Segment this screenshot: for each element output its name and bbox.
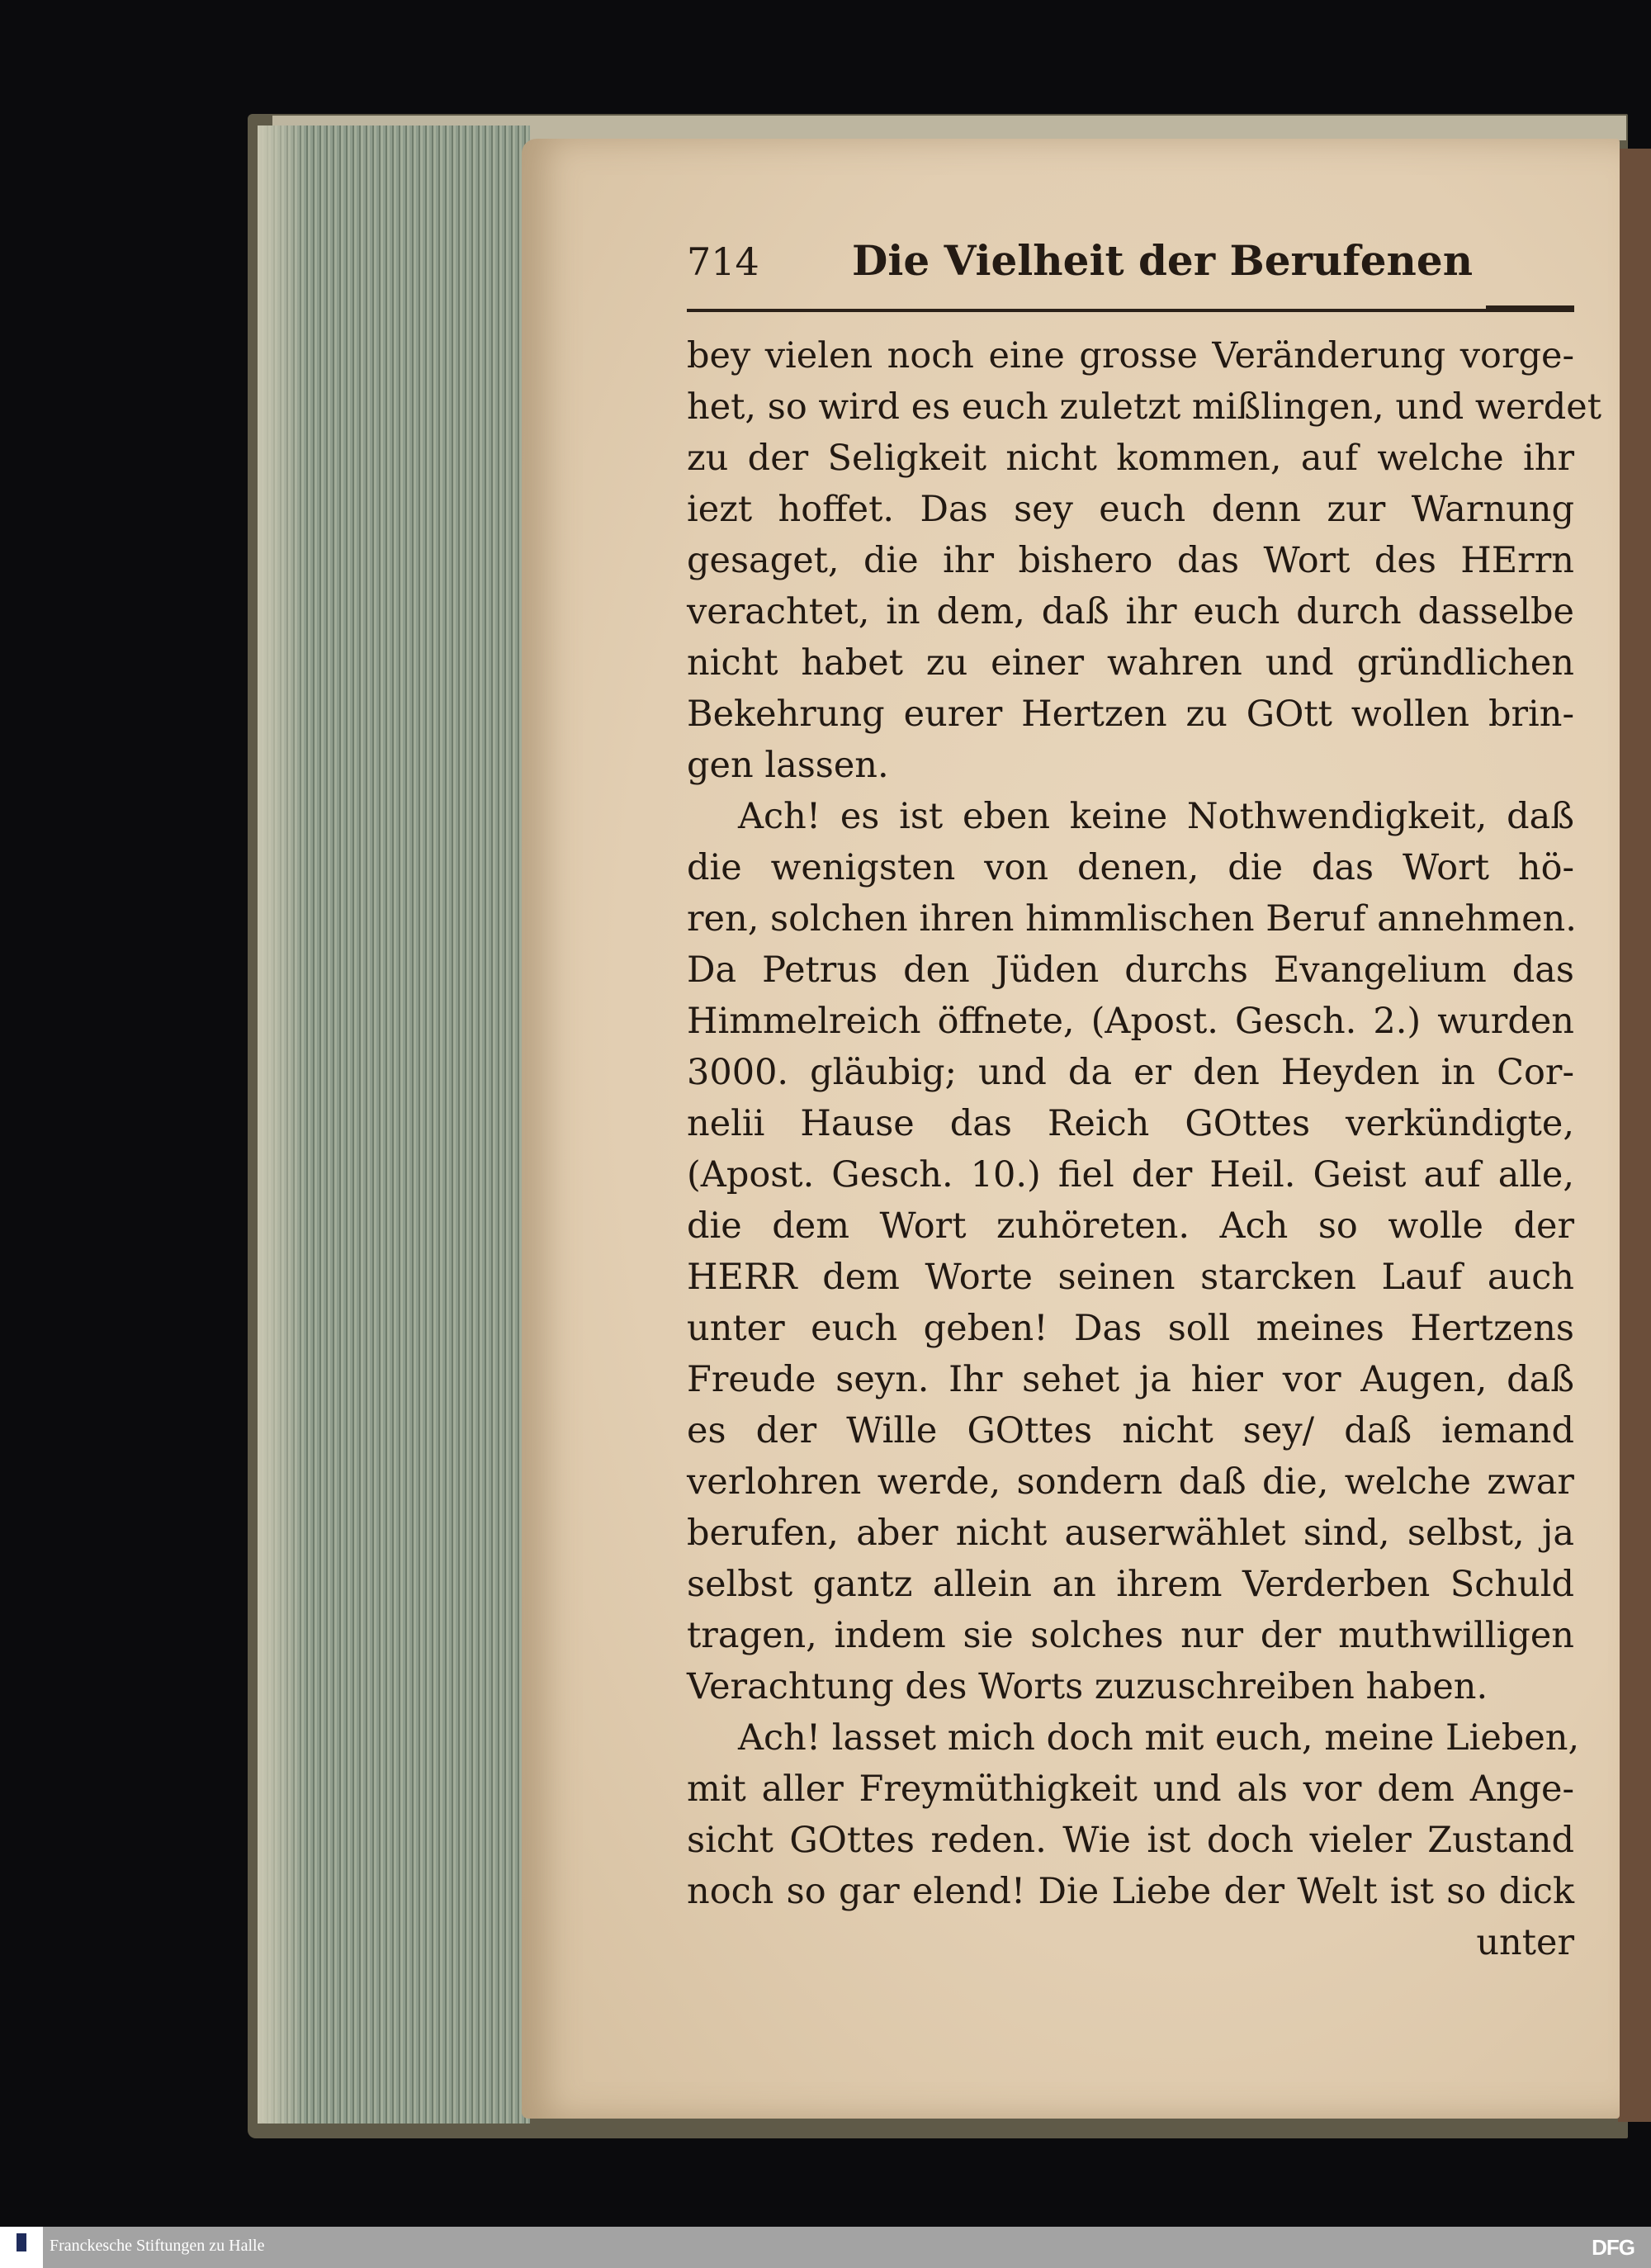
text-line: Bekehrung eurer Hertzen zu GOtt wollen brin- [687, 694, 1574, 735]
page-header [687, 236, 1574, 289]
text-line: Freude seyn. Ihr sehet ja hier vor Augen, daß [687, 1359, 1574, 1400]
text-line: het, so wird es euch zuletzt mißlingen, und werdet [687, 386, 1601, 428]
page-number: 714 [687, 239, 759, 284]
text-line: gen lassen. [687, 745, 889, 786]
text-line: iezt hoffet. Das sey euch denn zur Warnung [687, 489, 1574, 530]
text-line: nicht habet zu einer wahren und gründlichen [687, 642, 1574, 684]
dfg-logo[interactable]: DFG [1592, 2235, 1634, 2260]
institution-logo[interactable] [0, 2227, 43, 2268]
text-line: verachtet, in dem, daß ihr euch durch dasselbe [687, 591, 1574, 632]
text-line: HERR dem Worte seinen starcken Lauf auch [687, 1257, 1574, 1298]
text-line: mit aller Freymüthigkeit und als vor dem Ange- [687, 1768, 1574, 1810]
text-line: Himmelreich öffnete, (Apost. Gesch. 2.) wurden [687, 1001, 1574, 1042]
text-line: tragen, indem sie solches nur der muthwilligen [687, 1615, 1574, 1656]
running-head: Die Vielheit der Berufenen [852, 236, 1474, 285]
catchword: unter [1476, 1922, 1574, 1963]
institution-name: Franckesche Stiftungen zu Halle [50, 2237, 265, 2255]
text-line: noch so gar elend! Die Liebe der Welt ist so dick [687, 1871, 1574, 1912]
text-line: sicht GOttes reden. Wie ist doch vieler Zustand [687, 1820, 1574, 1861]
text-line: die wenigsten von denen, die das Wort hö- [687, 847, 1574, 888]
text-line: selbst gantz allein an ihrem Verderben Schuld [687, 1564, 1574, 1605]
binding-highlight [258, 125, 307, 2124]
cover-rim [1618, 149, 1651, 2122]
text-line: die dem Wort zuhöreten. Ach so wolle der [687, 1205, 1574, 1247]
text-line: nelii Hause das Reich GOttes verkündigte, [687, 1103, 1574, 1144]
text-line: bey vielen noch eine grosse Veränderung vorge- [687, 335, 1574, 376]
text-line: es der Wille GOttes nicht sey/ daß iemand [687, 1410, 1574, 1451]
text-line: Verachtung des Worts zuzuschreiben haben. [687, 1666, 1488, 1707]
text-line: (Apost. Gesch. 10.) fiel der Heil. Geist auf alle, [687, 1154, 1574, 1196]
viewer-footer [0, 2227, 1651, 2268]
text-line: ren, solchen ihren himmlischen Beruf annehmen. [687, 898, 1577, 940]
text-line: gesaget, die ihr bishero das Wort des HErrn [687, 540, 1574, 581]
text-line: Ach! es ist eben keine Nothwendigkeit, daß [738, 796, 1574, 837]
logo-figure-icon [17, 2233, 26, 2251]
text-line: unter euch geben! Das soll meines Hertzens [687, 1308, 1574, 1349]
text-line: verlohren werde, sondern daß die, welche zwar [687, 1461, 1574, 1503]
text-line: 3000. gläubig; und da er den Heyden in Cor- [687, 1052, 1574, 1093]
text-line: Da Petrus den Jüden durchs Evangelium das [687, 949, 1574, 991]
text-line: berufen, aber nicht auserwählet sind, selbst, ja [687, 1513, 1574, 1554]
body-text [687, 330, 1601, 1968]
text-line: zu der Seligkeit nicht kommen, auf welche ihr [687, 438, 1574, 479]
header-rule [687, 309, 1574, 312]
text-line: Ach! lasset mich doch mit euch, meine Lieben, [738, 1717, 1580, 1759]
header-rule-end [1486, 305, 1574, 311]
